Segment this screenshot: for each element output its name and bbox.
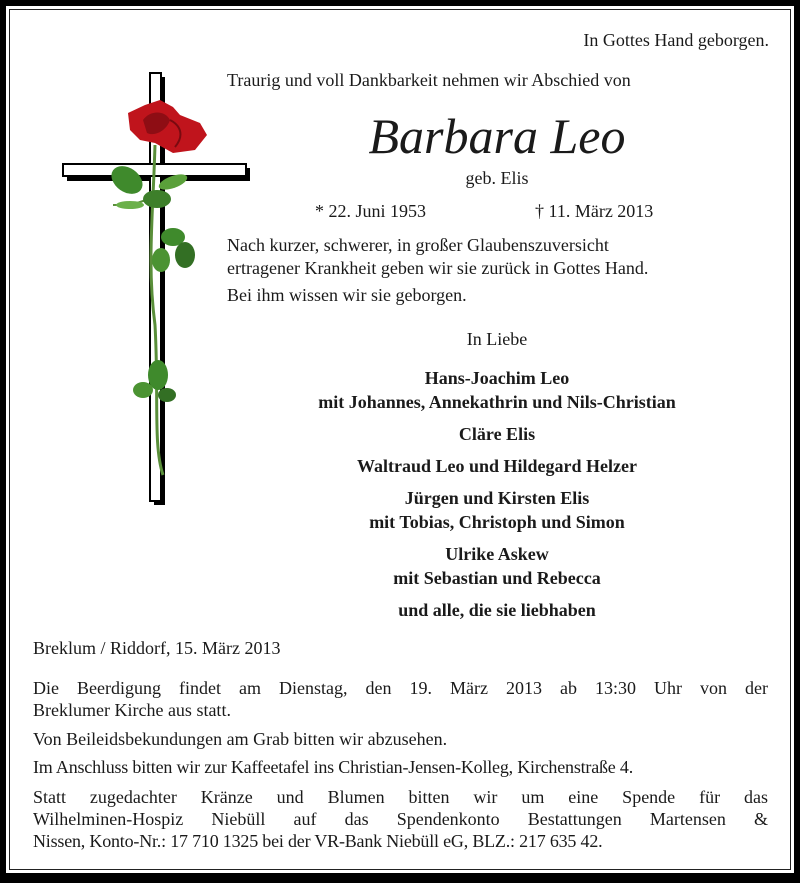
mourner-line: und alle, die sie liebhaben xyxy=(398,600,596,620)
donation-line-3: Nissen, Konto-Nr.: 17 710 1325 bei der VR-Bank Niebüll eG, BLZ.: 217 635 42. xyxy=(33,831,603,851)
text-line: Nach kurzer, schwerer, in großer Glaubenszuversicht xyxy=(227,235,609,255)
mourner-line: Jürgen und Kirsten Elis xyxy=(404,488,590,508)
donation-line-2: Wilhelminen-Hospiz Niebüll auf das Spendenkonto Bestattungen Martensen & xyxy=(33,809,768,829)
in-love-text: In Liebe xyxy=(466,329,528,349)
coffee-text: Im Anschluss bitten wir zur Kaffeetafel ins Christian-Jensen-Kolleg, Kirchenstraße 4. xyxy=(33,757,634,777)
mourner-line: Ulrike Askew xyxy=(445,544,549,564)
condolences-text: Von Beileidsbekundungen am Grab bitten wir abzusehen. xyxy=(33,729,448,749)
donation-line-1: Statt zugedachter Kränze und Blumen bitten wir um eine Spende für das xyxy=(33,787,768,807)
text-line: ertragener Krankheit geben wir sie zurück in Gottes Hand. xyxy=(227,258,649,278)
place-date: Breklum / Riddorf, 15. März 2013 xyxy=(33,638,281,658)
intro-text: Traurig und voll Dankbarkeit nehmen wir Abschied von xyxy=(227,70,631,90)
funeral-line-1: Die Beerdigung findet am Dienstag, den 19. März 2013 ab 13:30 Uhr von der xyxy=(33,678,768,698)
mourner-line: Hans-Joachim Leo xyxy=(424,368,570,388)
motto-text: In Gottes Hand geborgen. xyxy=(583,30,769,50)
birth-name: geb. Elis xyxy=(465,168,529,188)
funeral-line-2: Breklumer Kirche aus statt. xyxy=(33,700,231,720)
cross-with-rose-icon xyxy=(55,65,255,510)
mourner-line: mit Tobias, Christoph und Simon xyxy=(369,512,625,532)
death-date: † 11. März 2013 xyxy=(535,201,654,221)
text-line: Bei ihm wissen wir sie geborgen. xyxy=(227,285,467,305)
mourner-line: mit Johannes, Annekathrin und Nils-Christian xyxy=(318,392,676,412)
mourner-line: Cläre Elis xyxy=(458,424,536,444)
birth-date: * 22. Juni 1953 xyxy=(315,201,427,221)
deceased-name: Barbara Leo xyxy=(368,108,626,164)
mourner-line: mit Sebastian und Rebecca xyxy=(393,568,601,588)
mourner-line: Waltraud Leo und Hildegard Helzer xyxy=(356,456,637,476)
